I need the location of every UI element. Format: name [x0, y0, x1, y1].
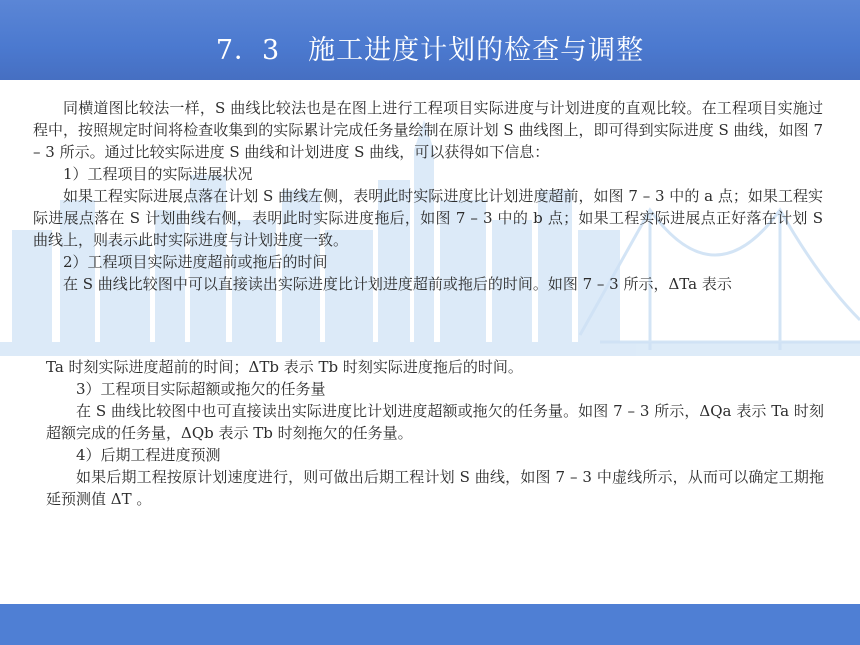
content-block-2	[46, 356, 824, 510]
paragraph-3: 在 S 曲线比较图中也可直接读出实际进度比计划进度超额或拖欠的任务量。如图 7 – 3 所示，ΔQa 表示 Ta 时刻超额完成的任务量，ΔQb 表示 Tb 时刻拖欠的任务量。	[46, 402, 824, 442]
section-heading-4: 4）后期工程进度预测	[76, 446, 221, 464]
paragraph-1: 如果工程实际进展点落在计划 S 曲线左侧，表明此时实际进度比计划进度超前，如图 7 – 3 中的 a 点；如果工程实际进展点落在 S 计划曲线右侧，表明此时实际进度拖后，如图 7 – 3 中的 b 点；如果工程实际进展点正好落在计划 S 曲线上，则表示此时实际进度与计划进度一致。	[33, 187, 823, 249]
section-heading-1: 1）工程项目的实际进展状况	[63, 165, 253, 183]
paragraph-2: 在 S 曲线比较图中可以直接读出实际进度比计划进度超前或拖后的时间。如图 7 – 3 所示，ΔTa 表示	[63, 275, 732, 293]
title-bar	[0, 0, 860, 80]
paragraph-4: 如果后期工程按原计划速度进行，则可做出后期工程计划 S 曲线，如图 7 – 3 中虚线所示，从而可以确定工期拖延预测值 ΔT 。	[46, 468, 824, 508]
footer-bar	[0, 604, 860, 645]
content-block-1	[33, 97, 823, 295]
paragraph-2-continued: Ta 时刻实际进度超前的时间；ΔTb 表示 Tb 时刻实际进度拖后的时间。	[46, 358, 523, 376]
section-heading-2: 2）工程项目实际进度超前或拖后的时间	[63, 253, 328, 271]
section-heading-3: 3）工程项目实际超额或拖欠的任务量	[76, 380, 326, 398]
intro-paragraph: 同横道图比较法一样，S 曲线比较法也是在图上进行工程项目实际进度与计划进度的直观比较。在工程项目实施过程中，按照规定时间将检查收集到的实际累计完成任务量绘制在原计划 S 曲线图上，即可得到实际进度 S 曲线，如图 7 – 3 所示。通过比较实际进度 S 曲线和计划进度 S 曲线，可以获得如下信息：	[33, 99, 823, 161]
slide-title: 7．3 施工进度计划的检查与调整	[215, 35, 645, 66]
